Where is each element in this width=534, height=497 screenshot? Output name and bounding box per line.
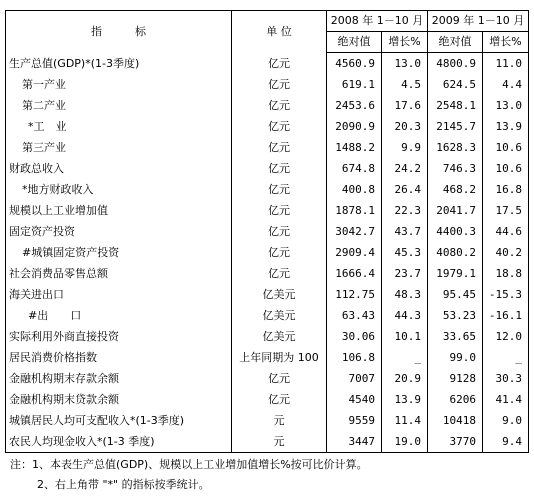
growth-2008-cell: 24.2 — [382, 158, 428, 179]
value-2008-cell: 30.06 — [327, 326, 382, 347]
value-2008-cell: 2090.9 — [327, 116, 382, 137]
indicator-cell: 金融机构期末贷款余额 — [6, 389, 232, 410]
growth-2008-cell: 17.6 — [382, 95, 428, 116]
value-2009-cell: 2145.7 — [428, 116, 483, 137]
header-growth-2008: 增长% — [382, 32, 428, 53]
indicator-cell: 金融机构期末存款余额 — [6, 368, 232, 389]
unit-cell: 亿元 — [232, 158, 327, 179]
header-unit: 单 位 — [232, 11, 327, 53]
value-2009-cell: 1979.1 — [428, 263, 483, 284]
unit-cell: 亿元 — [232, 389, 327, 410]
indicator-cell: #城镇固定资产投资 — [6, 242, 232, 263]
indicator-cell: 社会消费品零售总额 — [6, 263, 232, 284]
header-absolute-2008: 绝对值 — [327, 32, 382, 53]
indicator-cell: 第二产业 — [6, 95, 232, 116]
indicator-cell: 第一产业 — [6, 74, 232, 95]
value-2009-cell: 95.45 — [428, 284, 483, 305]
growth-2009-cell: -16.1 — [483, 305, 529, 326]
value-2008-cell: 112.75 — [327, 284, 382, 305]
table-row — [6, 116, 529, 137]
unit-cell: 亿美元 — [232, 305, 327, 326]
unit-cell: 亿元 — [232, 53, 327, 75]
value-2009-cell: 53.23 — [428, 305, 483, 326]
growth-2008-cell: 20.3 — [382, 116, 428, 137]
unit-cell: 亿元 — [232, 137, 327, 158]
growth-2009-cell: -15.3 — [483, 284, 529, 305]
table-row — [6, 284, 529, 305]
growth-2009-cell: 41.4 — [483, 389, 529, 410]
table-row — [6, 263, 529, 284]
growth-2009-cell: 18.8 — [483, 263, 529, 284]
growth-2008-cell: 26.4 — [382, 179, 428, 200]
header-growth-2009: 增长% — [483, 32, 529, 53]
table-row — [6, 158, 529, 179]
value-2009-cell: 6206 — [428, 389, 483, 410]
table-row — [6, 137, 529, 158]
table-row — [6, 326, 529, 347]
value-2008-cell: 1666.4 — [327, 263, 382, 284]
footnote-1: 注：1、本表生产总值(GDP)、规模以上工业增加值增长%按可比价计算。 — [10, 458, 368, 471]
table-row — [6, 305, 529, 326]
table-row — [6, 242, 529, 263]
value-2008-cell: 400.8 — [327, 179, 382, 200]
unit-cell: 亿元 — [232, 263, 327, 284]
growth-2008-cell: 22.3 — [382, 200, 428, 221]
indicator-cell: 规模以上工业增加值 — [6, 200, 232, 221]
unit-cell: 亿美元 — [232, 284, 327, 305]
growth-2008-cell: 10.1 — [382, 326, 428, 347]
table-row — [6, 74, 529, 95]
value-2009-cell: 2548.1 — [428, 95, 483, 116]
value-2008-cell: 106.8 — [327, 347, 382, 368]
value-2009-cell: 4080.2 — [428, 242, 483, 263]
growth-2008-cell: 11.4 — [382, 410, 428, 431]
value-2009-cell: 33.65 — [428, 326, 483, 347]
table-row — [6, 221, 529, 242]
growth-2009-cell: 16.8 — [483, 179, 529, 200]
growth-2008-cell: 4.5 — [382, 74, 428, 95]
header-absolute-2009: 绝对值 — [428, 32, 483, 53]
unit-cell: 亿美元 — [232, 326, 327, 347]
table-row — [6, 53, 529, 75]
table-row — [6, 95, 529, 116]
table-row — [6, 200, 529, 221]
table-row — [6, 347, 529, 368]
value-2008-cell: 4560.9 — [327, 53, 382, 75]
header-period-2008: 2008 年 1－10 月 — [327, 11, 428, 32]
value-2008-cell: 63.43 — [327, 305, 382, 326]
indicator-cell: 海关进出口 — [6, 284, 232, 305]
growth-2009-cell: 44.6 — [483, 221, 529, 242]
growth-2008-cell: 44.3 — [382, 305, 428, 326]
growth-2009-cell: 40.2 — [483, 242, 529, 263]
value-2008-cell: 2453.6 — [327, 95, 382, 116]
unit-cell: 亿元 — [232, 74, 327, 95]
header-indicator: 指 标 — [6, 11, 232, 53]
growth-2008-cell: 45.3 — [382, 242, 428, 263]
table-row — [6, 431, 529, 453]
growth-2008-cell: 23.7 — [382, 263, 428, 284]
value-2009-cell: 2041.7 — [428, 200, 483, 221]
table-body — [6, 53, 529, 453]
growth-2008-cell: 13.0 — [382, 53, 428, 75]
indicator-cell: 居民消费价格指数 — [6, 347, 232, 368]
growth-2009-cell: 9.4 — [483, 431, 529, 453]
growth-2009-cell: _ — [483, 347, 529, 368]
growth-2009-cell: 10.6 — [483, 158, 529, 179]
growth-2009-cell: 11.0 — [483, 53, 529, 75]
footnote-2: 2、右上角带 "*" 的指标按季统计。 — [37, 478, 210, 491]
unit-cell: 亿元 — [232, 200, 327, 221]
indicator-cell: *工 业 — [6, 116, 232, 137]
growth-2008-cell: 20.9 — [382, 368, 428, 389]
indicator-cell: *地方财政收入 — [6, 179, 232, 200]
unit-cell: 亿元 — [232, 368, 327, 389]
indicator-cell: #出 口 — [6, 305, 232, 326]
value-2008-cell: 3447 — [327, 431, 382, 453]
growth-2009-cell: 13.0 — [483, 95, 529, 116]
indicator-cell: 财政总收入 — [6, 158, 232, 179]
growth-2008-cell: _ — [382, 347, 428, 368]
value-2009-cell: 4400.3 — [428, 221, 483, 242]
unit-cell: 元 — [232, 431, 327, 453]
header-period-2009: 2009 年 1－10 月 — [428, 11, 529, 32]
growth-2008-cell: 43.7 — [382, 221, 428, 242]
value-2009-cell: 746.3 — [428, 158, 483, 179]
indicator-cell: 农民人均现金收入*(1-3 季度) — [6, 431, 232, 453]
indicator-cell: 城镇居民人均可支配收入*(1-3季度) — [6, 410, 232, 431]
value-2008-cell: 2909.4 — [327, 242, 382, 263]
growth-2009-cell: 13.9 — [483, 116, 529, 137]
value-2009-cell: 99.0 — [428, 347, 483, 368]
growth-2009-cell: 30.3 — [483, 368, 529, 389]
value-2009-cell: 468.2 — [428, 179, 483, 200]
growth-2009-cell: 17.5 — [483, 200, 529, 221]
value-2009-cell: 3770 — [428, 431, 483, 453]
growth-2008-cell: 9.9 — [382, 137, 428, 158]
indicator-cell: 实际利用外商直接投资 — [6, 326, 232, 347]
table-row — [6, 368, 529, 389]
unit-cell: 亿元 — [232, 116, 327, 137]
value-2008-cell: 619.1 — [327, 74, 382, 95]
unit-cell: 上年同期为 100 — [232, 347, 327, 368]
indicator-cell: 生产总值(GDP)*(1-3季度) — [6, 53, 232, 75]
value-2008-cell: 9559 — [327, 410, 382, 431]
growth-2009-cell: 10.6 — [483, 137, 529, 158]
unit-cell: 亿元 — [232, 179, 327, 200]
value-2009-cell: 1628.3 — [428, 137, 483, 158]
value-2008-cell: 7007 — [327, 368, 382, 389]
statistics-table — [5, 10, 529, 453]
value-2008-cell: 674.8 — [327, 158, 382, 179]
growth-2009-cell: 12.0 — [483, 326, 529, 347]
unit-cell: 亿元 — [232, 221, 327, 242]
unit-cell: 元 — [232, 410, 327, 431]
indicator-cell: 第三产业 — [6, 137, 232, 158]
unit-cell: 亿元 — [232, 242, 327, 263]
growth-2008-cell: 13.9 — [382, 389, 428, 410]
table-row — [6, 389, 529, 410]
growth-2009-cell: 4.4 — [483, 74, 529, 95]
value-2009-cell: 4800.9 — [428, 53, 483, 75]
value-2008-cell: 1488.2 — [327, 137, 382, 158]
unit-cell: 亿元 — [232, 95, 327, 116]
footnotes — [10, 455, 368, 495]
value-2008-cell: 3042.7 — [327, 221, 382, 242]
indicator-cell: 固定资产投资 — [6, 221, 232, 242]
growth-2008-cell: 48.3 — [382, 284, 428, 305]
table-row — [6, 179, 529, 200]
value-2009-cell: 624.5 — [428, 74, 483, 95]
value-2009-cell: 10418 — [428, 410, 483, 431]
table-row — [6, 410, 529, 431]
value-2008-cell: 4540 — [327, 389, 382, 410]
value-2009-cell: 9128 — [428, 368, 483, 389]
growth-2009-cell: 9.0 — [483, 410, 529, 431]
value-2008-cell: 1878.1 — [327, 200, 382, 221]
growth-2008-cell: 19.0 — [382, 431, 428, 453]
